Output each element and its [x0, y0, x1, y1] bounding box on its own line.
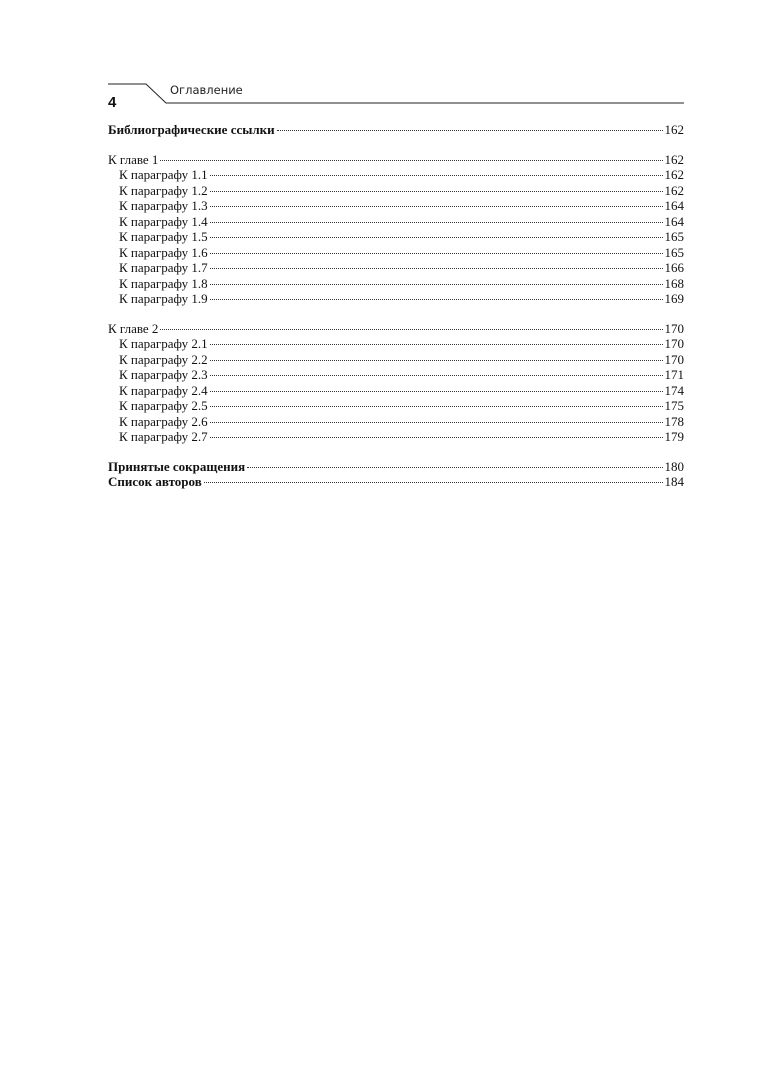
- toc-entry-page: 170: [664, 336, 684, 351]
- toc-entry[interactable]: [108, 276, 684, 292]
- toc-entry-page: 162: [664, 182, 684, 198]
- toc-leader-dots: [160, 160, 662, 161]
- toc-entry[interactable]: [108, 429, 684, 445]
- toc-leader-dots: [210, 206, 663, 207]
- toc-entry-page: 184: [664, 474, 684, 489]
- toc-entry[interactable]: [108, 474, 684, 490]
- toc-leader-dots: [210, 422, 663, 423]
- toc-entry-page: 171: [664, 367, 684, 382]
- toc-entry-page: 179: [664, 429, 684, 444]
- toc-entry-page: 169: [664, 291, 684, 306]
- running-title: Оглавление: [170, 83, 243, 97]
- toc-entry-page: 168: [664, 275, 684, 291]
- toc-entry-page: 165: [664, 244, 684, 260]
- toc-leader-dots: [210, 237, 663, 238]
- toc-entry-title: Список авторов: [108, 474, 202, 489]
- toc-entry-page: 165: [664, 229, 684, 244]
- toc-leader-dots: [210, 191, 663, 192]
- toc-entry-page: 162: [664, 151, 684, 167]
- toc-leader-dots: [210, 175, 663, 176]
- toc-leader-dots: [210, 284, 663, 285]
- toc-entry-page: 162: [664, 122, 684, 137]
- toc-entry[interactable]: [108, 198, 684, 214]
- toc-leader-dots: [210, 391, 663, 392]
- toc-entry-page: 178: [664, 413, 684, 429]
- toc-leader-dots: [247, 467, 662, 468]
- toc-entry[interactable]: [108, 367, 684, 383]
- toc-leader-dots: [210, 268, 663, 269]
- toc-entry[interactable]: [108, 229, 684, 245]
- toc-leader-dots: [210, 299, 663, 300]
- toc-leader-dots: [210, 406, 663, 407]
- toc-entry-title: К параграфу 1.1: [119, 167, 208, 182]
- toc-entry-page: 164: [664, 198, 684, 213]
- toc-entry[interactable]: [108, 336, 684, 352]
- toc-entry-title: К параграфу 2.1: [119, 336, 208, 351]
- toc-entry[interactable]: [108, 459, 684, 475]
- toc-entry[interactable]: [108, 352, 684, 368]
- toc-entry[interactable]: [108, 321, 684, 337]
- toc-entry-title: К параграфу 1.8: [119, 275, 208, 291]
- table-of-contents: [108, 122, 684, 490]
- toc-entry-title: К главе 1: [108, 151, 159, 167]
- toc-entry-page: 164: [664, 213, 684, 229]
- toc-entry[interactable]: [108, 414, 684, 430]
- toc-entry-title: К параграфу 2.7: [119, 429, 208, 444]
- toc-entry-page: 175: [664, 398, 684, 413]
- toc-entry-title: Библиографические ссылки: [108, 122, 275, 137]
- toc-leader-dots: [204, 482, 663, 483]
- toc-entry-title: К параграфу 2.4: [119, 382, 208, 398]
- toc-entry-title: К главе 2: [108, 320, 159, 336]
- toc-leader-dots: [210, 375, 663, 376]
- toc-entry-page: 180: [664, 458, 684, 474]
- toc-leader-dots: [210, 253, 663, 254]
- toc-entry[interactable]: [108, 214, 684, 230]
- toc-entry-page: 166: [664, 260, 684, 275]
- toc-entry-title: К параграфу 1.5: [119, 229, 208, 244]
- toc-entry-page: 170: [664, 320, 684, 336]
- toc-entry-page: 170: [664, 351, 684, 367]
- toc-entry[interactable]: [108, 260, 684, 276]
- toc-leader-dots: [160, 329, 662, 330]
- toc-entry-title: К параграфу 1.9: [119, 291, 208, 306]
- toc-leader-dots: [210, 222, 663, 223]
- toc-entry-title: К параграфу 2.2: [119, 351, 208, 367]
- toc-entry-title: К параграфу 2.6: [119, 413, 208, 429]
- toc-leader-dots: [210, 344, 663, 345]
- toc-entry-page: 174: [664, 382, 684, 398]
- toc-entry-title: К параграфу 1.6: [119, 244, 208, 260]
- toc-entry[interactable]: [108, 167, 684, 183]
- toc-entry[interactable]: [108, 383, 684, 399]
- toc-entry[interactable]: [108, 398, 684, 414]
- toc-entry-title: Принятые сокращения: [108, 458, 246, 474]
- toc-entry-title: К параграфу 1.4: [119, 213, 208, 229]
- toc-leader-dots: [210, 437, 663, 438]
- toc-entry[interactable]: [108, 152, 684, 168]
- toc-leader-dots: [210, 360, 663, 361]
- toc-entry-title: К параграфу 1.3: [119, 198, 208, 213]
- toc-entry[interactable]: [108, 245, 684, 261]
- toc-entry-page: 162: [664, 167, 684, 182]
- toc-entry-title: К параграфу 2.5: [119, 398, 208, 413]
- toc-entry[interactable]: [108, 183, 684, 199]
- toc-entry-title: К параграфу 2.3: [119, 367, 208, 382]
- toc-leader-dots: [277, 130, 663, 131]
- page-number: 4: [108, 94, 117, 111]
- toc-entry-title: К параграфу 1.7: [119, 260, 208, 275]
- toc-entry[interactable]: [108, 122, 684, 138]
- toc-entry[interactable]: [108, 291, 684, 307]
- toc-entry-title: К параграфу 1.2: [119, 182, 208, 198]
